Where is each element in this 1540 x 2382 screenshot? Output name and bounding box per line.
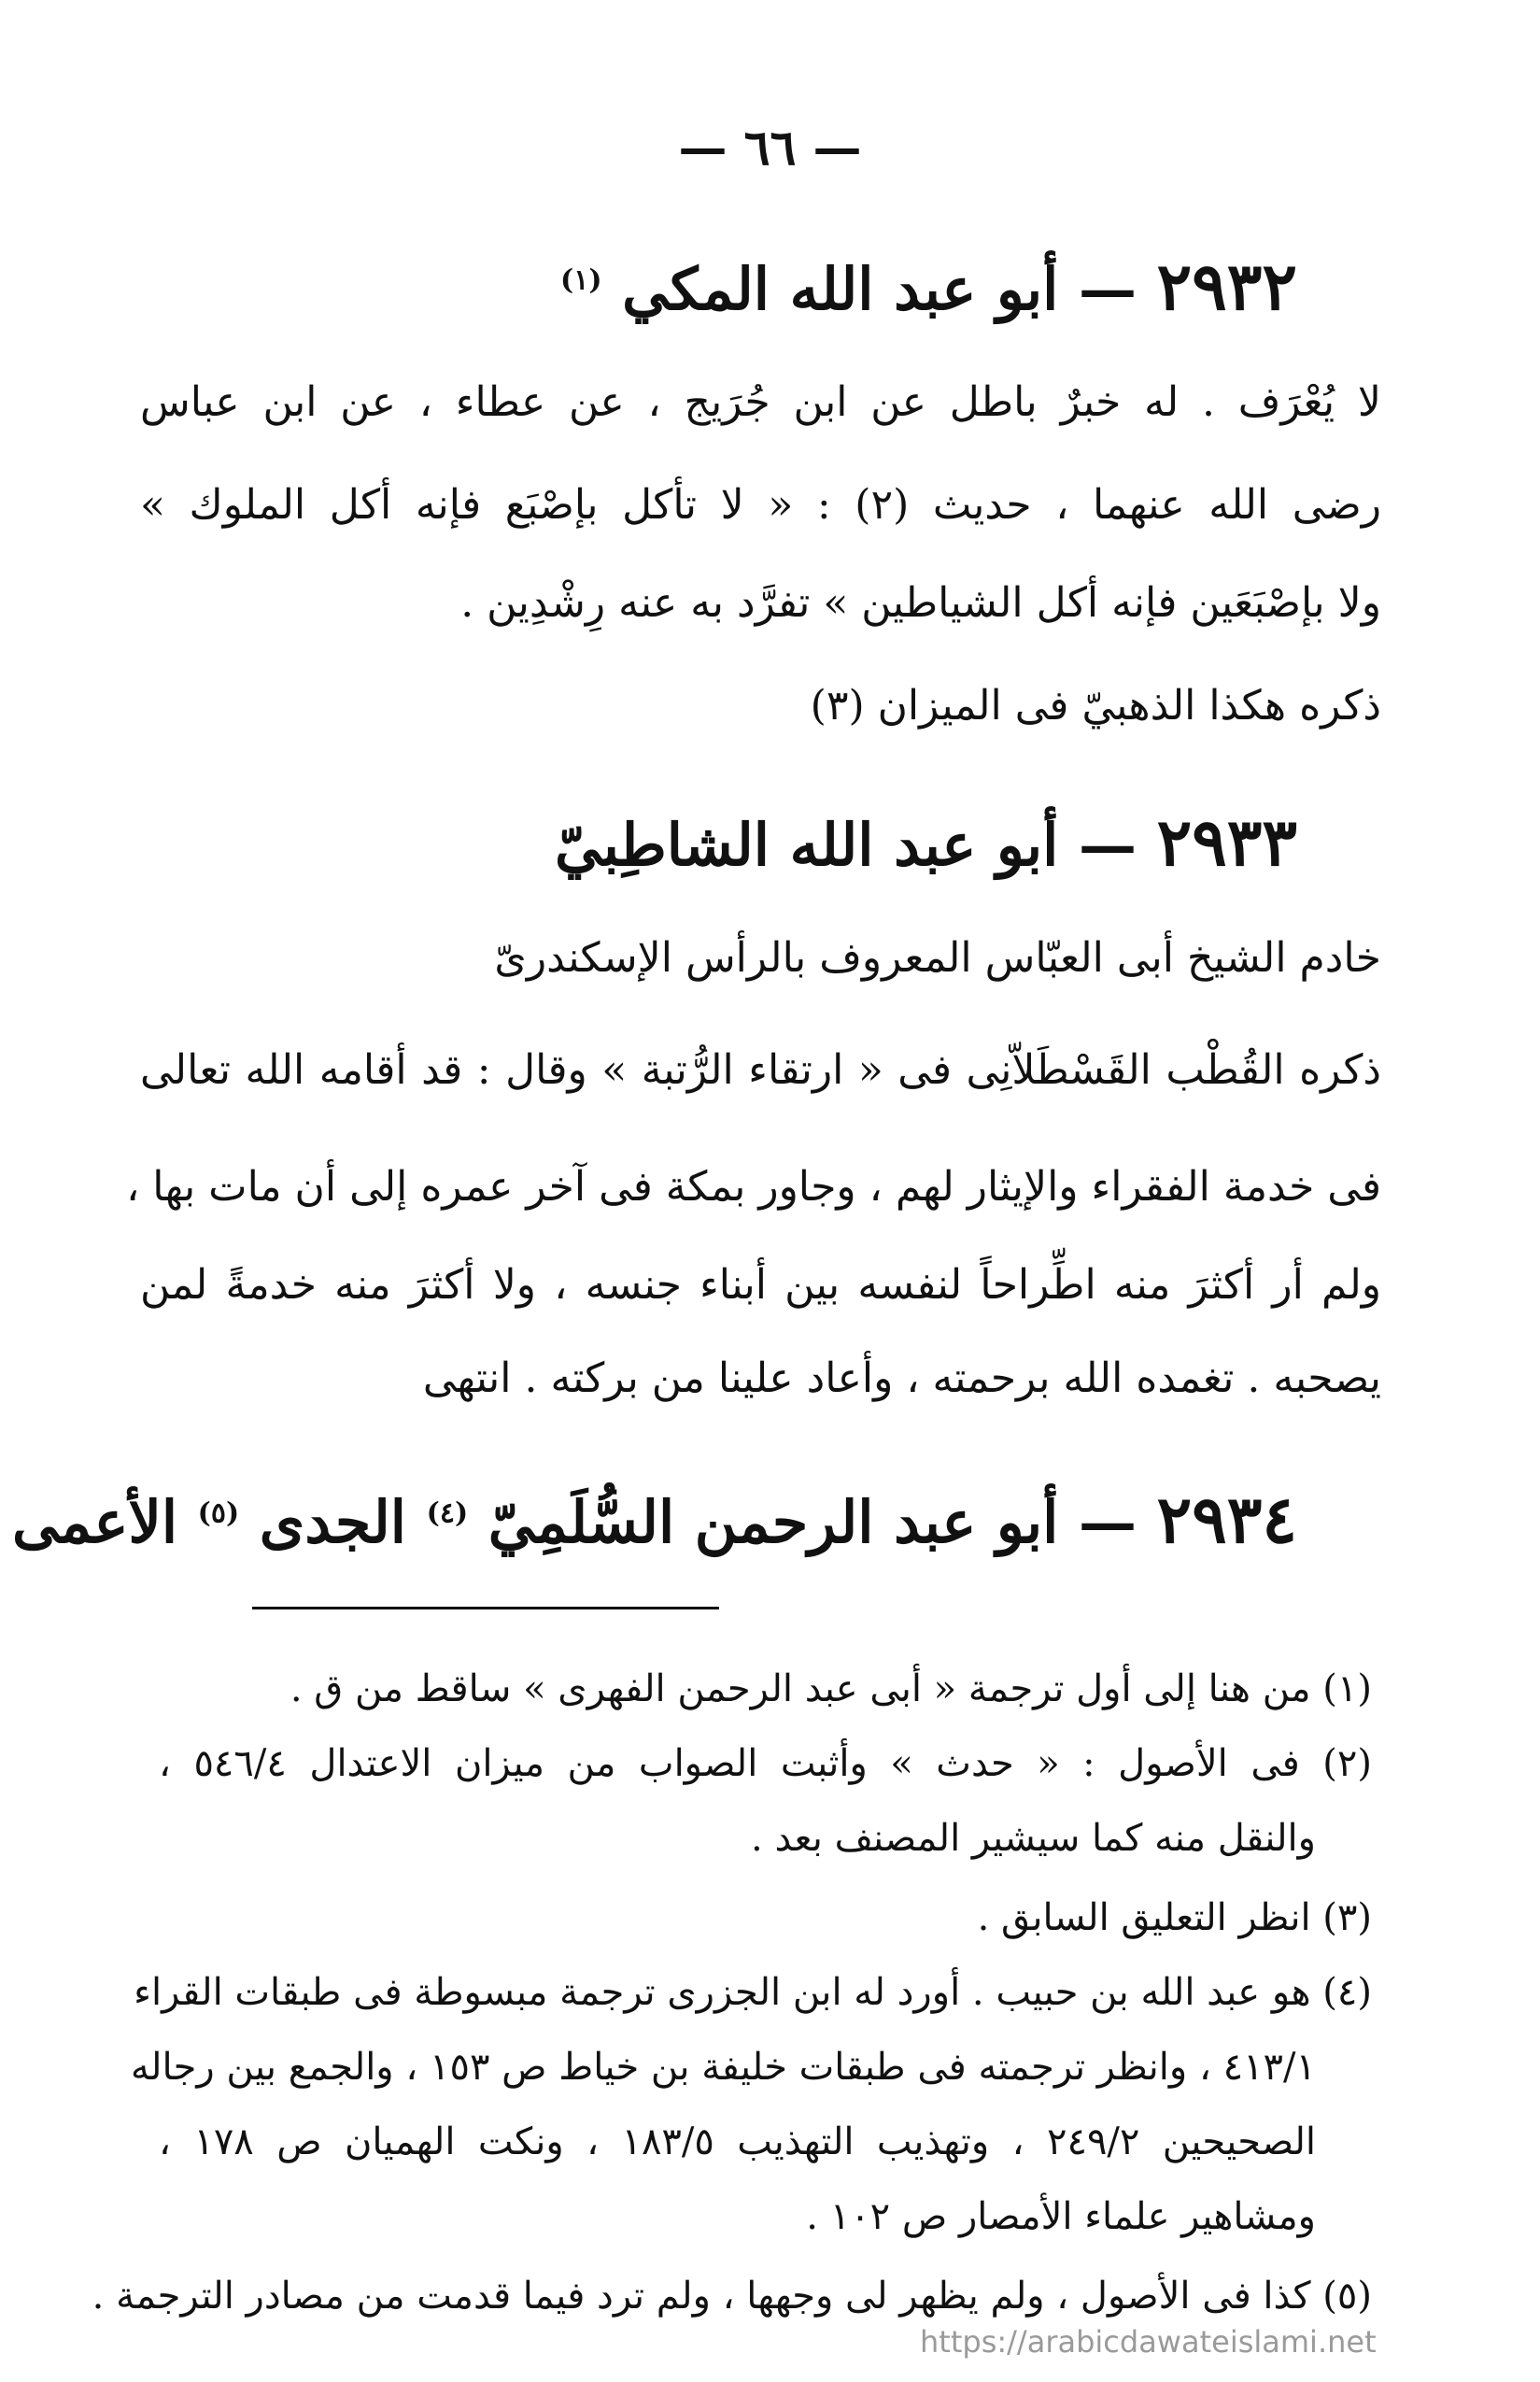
body-line: خادم الشيخ أبى العبّاس المعروف بالرأس الإسكندرىّ: [494, 934, 1381, 982]
entry-number: ٢٩٣٤: [1156, 1481, 1297, 1558]
footnote-divider: [252, 1607, 719, 1609]
footnote-ref: (٤): [426, 1496, 469, 1530]
entry-title: أبو عبد الله الشاطِبيّ: [554, 811, 1059, 879]
body-line: ذكره القُطْب القَسْطَلاّنِى فى « ارتقاء الرُّتبة » وقال : قد أقامه الله تعالى: [140, 1046, 1381, 1094]
body-line: رضى الله عنهما ، حديث (٢) : « لا تأكل بإصْبَع فإنه أكل الملوك »: [140, 481, 1381, 529]
entry-heading-2933: ٢٩٣٣ — أبو عبد الله الشاطِبيّ: [554, 803, 1297, 881]
body-line: ذكره هكذا الذهبيّ فى الميزان (٣): [810, 682, 1381, 730]
footnote: ومشاهير علماء الأمصار ص ١٠٢ .: [806, 2195, 1316, 2238]
footnote: والنقل منه كما سيشير المصنف بعد .: [751, 1817, 1316, 1860]
footnote: الصحيحين ٢٤٩/٢ ، وتهذيب التهذيب ١٨٣/٥ ، ونكت الهميان ص ١٧٨ ،: [159, 2120, 1317, 2163]
entry-number: ٢٩٣٢: [1156, 248, 1297, 325]
entry-heading-2932: ٢٩٣٢ — أبو عبد الله المكي $^{(١)}$: [560, 248, 1297, 325]
page-number: — ٦٦ —: [678, 120, 862, 177]
entry-heading-2934: ٢٩٣٤ — أبو عبد الرحمن السُّلَمِيّ $^{(٤)}$ الجدى $^{(٥)}$ الأعمى: [11, 1481, 1297, 1558]
entry-title: أبو عبد الله المكي: [622, 255, 1059, 323]
footnote: ٤١٣/١ ، وانظر ترجمته فى طبقات خليفة بن خياط ص ١٥٣ ، والجمع بين رجاله: [130, 2046, 1316, 2089]
entry-title-part: الجدى: [259, 1488, 407, 1556]
footnote: (٢) فى الأصول : « حدث » وأثبت الصواب من ميزان الاعتدال ٥٤٦/٤ ،: [159, 1742, 1373, 1785]
body-line: ولا بإصْبَعَين فإنه أكل الشياطين » تفرَّد به عنه رِشْدِين .: [460, 579, 1381, 627]
entry-title: أبو عبد الرحمن السُّلَمِيّ: [487, 1488, 1059, 1556]
entry-title-part: الأعمى: [11, 1488, 178, 1556]
body-line: ولم أر أكثرَ منه اطِّراحاً لنفسه بين أبناء جنسه ، ولا أكثرَ منه خدمةً لمن: [140, 1261, 1381, 1309]
footnote-ref: (٥): [197, 1496, 240, 1530]
footnote: (٤) هو عبد الله بن حبيب . أورد له ابن الجزرى ترجمة مبسوطة فى طبقات القراء: [134, 1971, 1372, 2014]
footnote-ref: (١): [560, 263, 602, 297]
body-line: فى خدمة الفقراء والإيثار لهم ، وجاور بمكة فى آخر عمره إلى أن مات بها ،: [126, 1163, 1381, 1211]
body-line: يصحبه . تغمده الله برحمته ، وأعاد علينا من بركته . انتهى: [422, 1354, 1381, 1402]
body-line: لا يُعْرَف . له خبرٌ باطل عن ابن جُرَيج ، عن عطاء ، عن ابن عباس: [140, 378, 1381, 426]
entry-number: ٢٩٣٣: [1156, 803, 1297, 881]
footnote: (١) من هنا إلى أول ترجمة « أبى عبد الرحمن الفهرى » ساقط من ق .: [290, 1667, 1372, 1710]
watermark: https://arabicdawateislami.net: [920, 2324, 1377, 2360]
footnote: (٥) كذا فى الأصول ، ولم يظهر لى وجهها ، ولم ترد فيما قدمت من مصادر الترجمة .: [92, 2275, 1372, 2318]
footnote: (٣) انظر التعليق السابق .: [977, 1896, 1372, 1939]
